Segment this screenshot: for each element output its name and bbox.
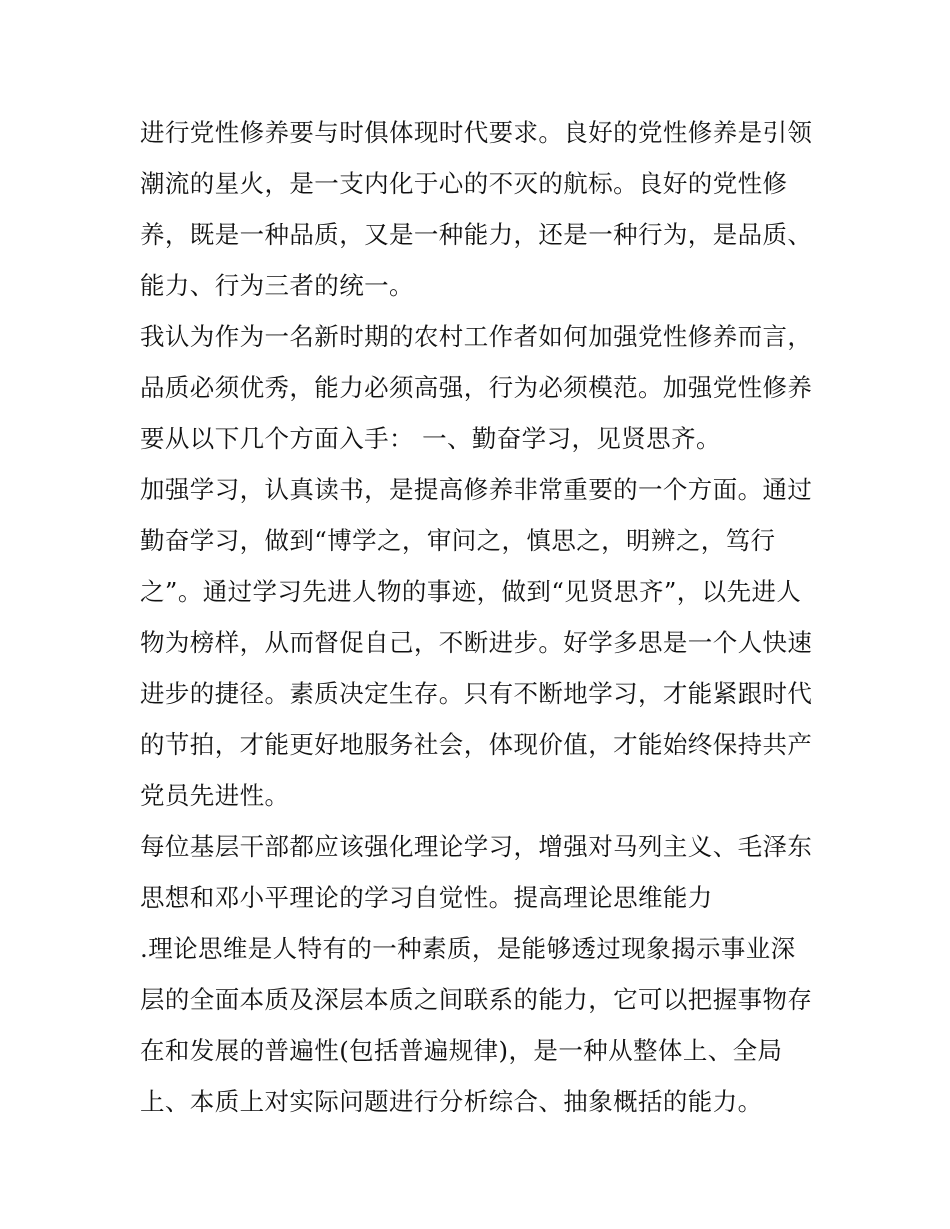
text-line: 思想和邓小平理论的学习自觉性。提高理论思维能力 xyxy=(140,883,713,912)
text-line: .理论思维是人特有的一种素质，是能够透过现象揭示事业深 xyxy=(140,934,796,963)
text-line: 品质必须优秀，能力必须高强，行为必须模范。加强党性修养 xyxy=(140,373,813,402)
text-line: 的节拍，才能更好地服务社会，体现价值，才能始终保持共产 xyxy=(140,730,813,759)
text-line: 进行党性修养要与时俱体现时代要求。良好的党性修养是引领 xyxy=(140,118,813,147)
text-line: 上、本质上对实际问题进行分析综合、抽象概括的能力。 xyxy=(140,1087,763,1116)
text-line: 每位基层干部都应该强化理论学习，增强对马列主义、毛泽东 xyxy=(140,832,813,861)
text-line: 养，既是一种品质，又是一种能力，还是一种行为，是品质、 xyxy=(140,220,813,249)
text-line: 之”。通过学习先进人物的事迹，做到“见贤思齐”，以先进人 xyxy=(140,577,802,606)
text-line: 勤奋学习，做到“博学之，审问之，慎思之，明辨之，笃行 xyxy=(140,526,776,555)
text-line: 在和发展的普遍性(包括普遍规律)，是一种从整体上、全局 xyxy=(140,1036,783,1065)
text-line: 党员先进性。 xyxy=(140,781,290,810)
text-line: 要从以下几个方面入手： 一、勤奋学习，见贤思齐。 xyxy=(140,424,721,453)
text-line: 我认为作为一名新时期的农村工作者如何加强党性修养而言， xyxy=(140,322,813,351)
text-line: 物为榜样，从而督促自己，不断进步。好学多思是一个人快速 xyxy=(140,628,813,657)
text-line: 加强学习，认真读书，是提高修养非常重要的一个方面。通过 xyxy=(140,475,813,504)
text-line: 潮流的星火，是一支内化于心的不灭的航标。良好的党性修 xyxy=(140,169,788,198)
text-line: 能力、行为三者的统一。 xyxy=(140,271,414,300)
text-line: 进步的捷径。素质决定生存。只有不断地学习，才能紧跟时代 xyxy=(140,679,813,708)
body-text xyxy=(140,107,830,1127)
text-line: 层的全面本质及深层本质之间联系的能力，它可以把握事物存 xyxy=(140,985,813,1014)
